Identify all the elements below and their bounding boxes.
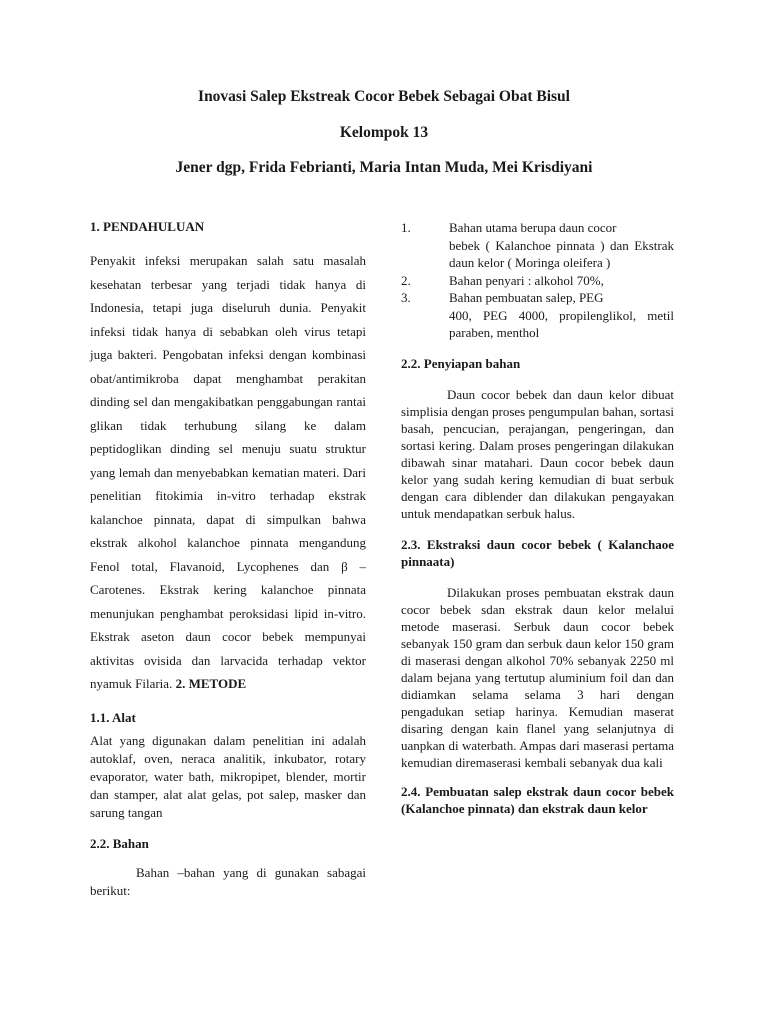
bahan-paragraph: Bahan –bahan yang di gunakan sabagai berikut: <box>90 864 366 898</box>
list-item-rest: bebek ( Kalanchoe pinnata ) dan Ekstrak daun kelor ( Moringa oleifera ) <box>449 237 674 270</box>
right-column <box>401 219 674 817</box>
heading-penyiapan: 2.2. Penyiapan bahan <box>401 355 521 371</box>
list-item <box>401 272 674 290</box>
heading-alat: 1.1. Alat <box>90 709 136 725</box>
penyiapan-paragraph: Daun cocor bebek dan daun kelor dibuat simplisia dengan proses pengumpulan bahan, sortasi basah, pencucian, perajangan, pengeringan, dan sortasi kering. Dalam proses pengeringan dilakukan dibawah sinar matahari. Daun cocor bebek daun kelor yang sudah kering kemudian di buat serbuk dengan cara diblender dan dilakukan pengayakan untuk mendapatkan serbuk halus. <box>401 386 674 521</box>
heading-ekstraksi: 2.3. Ekstraksi daun cocor bebek ( Kalanchaoe pinnaata) <box>401 536 674 569</box>
heading-pendahuluan: 1. PENDAHULUAN <box>90 219 205 234</box>
intro-paragraph <box>90 249 366 696</box>
left-column <box>90 219 366 900</box>
list-number: 2. <box>401 272 411 288</box>
group-name: Kelompok 13 <box>339 124 429 141</box>
ekstraksi-paragraph: Dilakukan proses pembuatan ekstrak daun cocor bebek sdan ekstrak daun kelor melalui metode maserasi. Serbuk daun cocor bebek sebanyak 150 gram dan serbuk daun kelor 150 gram di maserasi dengan alkohol 70% sebanyak 2250 ml dalam bejana yang tertutup aluminium foil dan dan didiamkan selama selama 3 hari dengan pengadukan setiap harinya. Kemudian maserat disaring dengan kain flanel yang selanjutnya di uanpkan di waterbath. Ampas dari maserasi pertama kemudian diremaserasi kembali sebanyak dua kali <box>401 584 674 770</box>
list-number: 1. <box>401 220 411 235</box>
list-item-first-line: Bahan pembuatan salep, PEG <box>449 290 604 305</box>
list-item <box>401 289 674 342</box>
list-item-first-line: Bahan penyari : alkohol 70%, <box>449 272 604 288</box>
alat-paragraph: Alat yang digunakan dalam penelitian ini adalah autoklaf, oven, neraca analitik, inkubator, rotary evaporator, water bath, mikropipet, blender, mortir dan stamper, alat alat gelas, pot salep, masker dan sarung tangan <box>90 732 366 820</box>
list-item-first-line: Bahan utama berupa daun cocor <box>449 220 617 235</box>
heading-pembuatan: 2.4. Pembuatan salep ekstrak daun cocor bebek (Kalanchoe pinnata) dan ekstrak daun kelor <box>401 783 674 816</box>
list-item <box>401 219 674 272</box>
list-number: 3. <box>401 290 411 305</box>
bahan-list <box>401 219 674 342</box>
authors: Jener dgp, Frida Febrianti, Maria Intan Muda, Mei Krisdiyani <box>175 159 593 176</box>
list-item-rest: 400, PEG 4000, propilenglikol, metil paraben, menthol <box>449 307 674 340</box>
heading-metode: 2. METODE <box>175 676 247 691</box>
paper-title: Inovasi Salep Ekstreak Cocor Bebek Sebagai Obat Bisul <box>198 88 570 105</box>
intro-text: Penyakit infeksi merupakan salah satu masalah kesehatan terbesar yang terjadi tidak hanya di Indonesia, tetapi juga diseluruh dunia. Penyakit infeksi tidak hanya di sebabkan oleh virus tetapi juga bakteri. Pengobatan infeksi dengan kombinasi obat/antimikroba dapat menghambat perakitan dinding sel dan mengakibatkan penggabungan rantai glikan tidak terhubung silang ke dalam peptidoglikan dinding sel menuju suatu struktur yang lemah dan menyebabkan kematian materi. Dari penelitian fitokimia in-vitro terhadap ekstrak kalanchoe pinnata, dapat di simpulkan bahwa ekstrak alkohol kalanchoe pinnata mengandung Fenol total, Flavanoid, Lycophenes dan β – Carotenes. Ekstrak kering kalanchoe pinnata menunjukan penghambat peroksidasi lipid in-vitro. Ekstrak aseton daun cocor bebek mempunyai aktivitas ovisida dan larvacida terhadap vektor nyamuk Filaria. <box>90 253 366 691</box>
heading-bahan: 2.2. Bahan <box>90 835 149 851</box>
